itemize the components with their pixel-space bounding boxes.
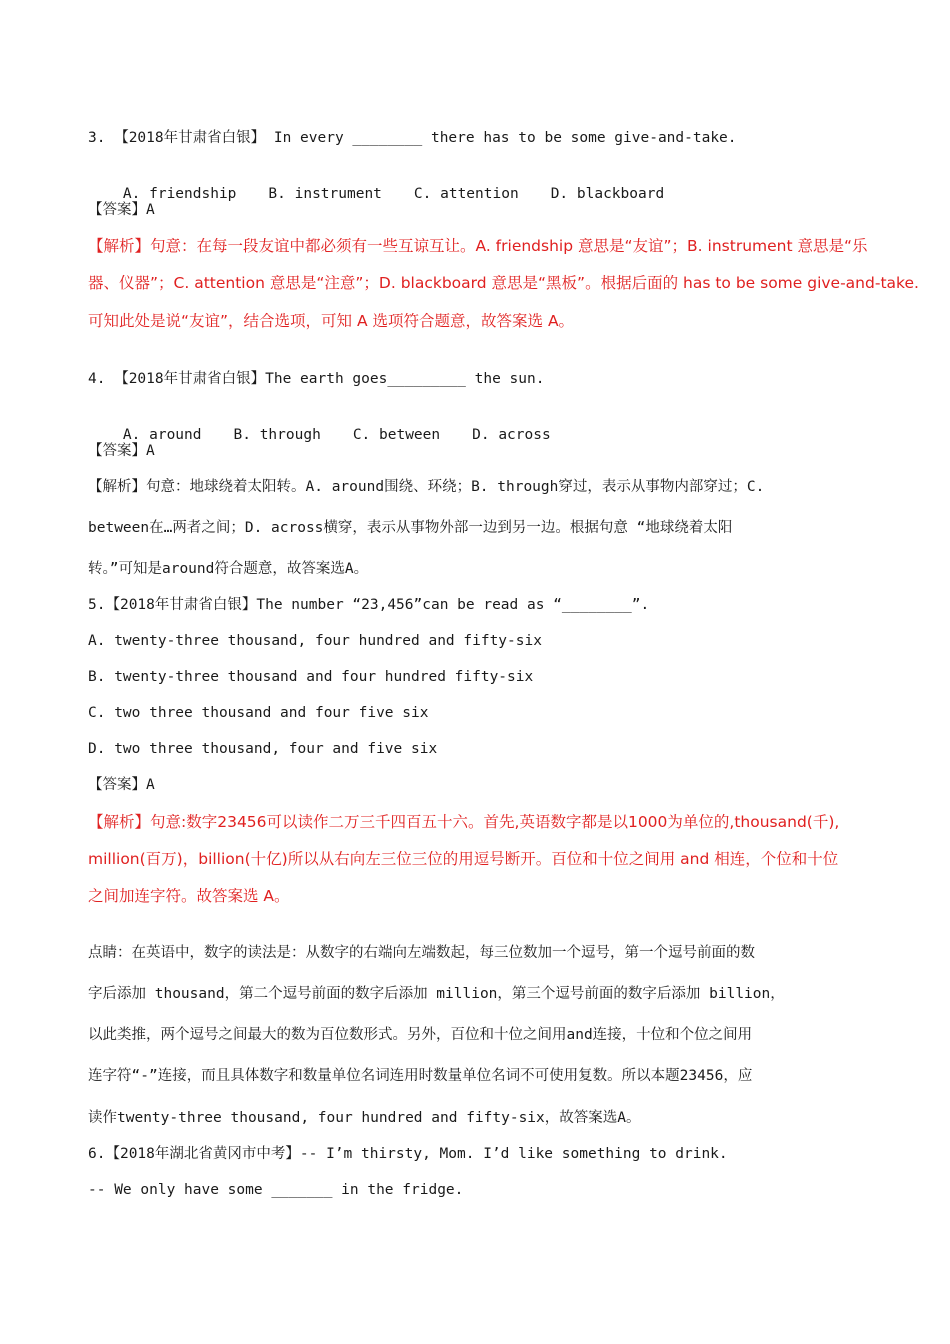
q5-analysis-line-1: 【解析】句意:数字23456可以读作二万三千四百五十六。首先,英语数字都是以1000为单位的,thousand(千), — [88, 813, 840, 831]
q4-option-b: B. through — [233, 427, 321, 443]
q5-note-line-5: 读作twenty-three thousand, four hundred and fifty-six，故答案选A。 — [88, 1110, 641, 1126]
q3-options — [88, 164, 664, 224]
q5-stem: 5.【2018年甘肃省白银】The number “23,456”can be read as “________”. — [88, 597, 650, 613]
q4-analysis-line-2: between在…两者之间；D. across横穿，表示从事物外部一边到另一边。根据句意 “地球绕着太阳 — [88, 520, 733, 536]
q5-note-line-3: 以此类推，两个逗号之间最大的数为百位数形式。另外，百位和十位之间用and连接，十位和个位之间用 — [88, 1027, 753, 1043]
q3-stem: 3. 【2018年甘肃省白银】 In every ________ there has to be some give-and-take. — [88, 130, 737, 146]
q4-options — [88, 405, 551, 465]
q5-option-d: D. two three thousand, four and five six — [88, 741, 438, 757]
q4-analysis-line-3: 转。”可知是around符合题意，故答案选A。 — [88, 561, 369, 577]
q5-note-line-1: 点睛：在英语中，数字的读法是：从数字的右端向左端数起，每三位数加一个逗号，第一个逗号前面的数 — [88, 945, 755, 961]
q4-option-c: C. between — [352, 427, 441, 443]
q5-answer: 【答案】A — [88, 777, 155, 793]
q3-option-a: A. friendship — [122, 186, 237, 202]
q4-option-d: D. across — [472, 427, 551, 443]
q5-option-b: B. twenty-three thousand and four hundred fifty-six — [88, 669, 534, 685]
q3-answer: 【答案】A — [88, 202, 155, 218]
q5-option-c: C. two three thousand and four five six — [88, 705, 429, 721]
q6-line-2: -- We only have some _______ in the fridge. — [88, 1182, 464, 1198]
q5-note-line-4: 连字符“-”连接，而且具体数字和数量单位名词连用时数量单位名词不可使用复数。所以本题23456，应 — [88, 1068, 753, 1084]
q3-option-c: C. attention — [413, 186, 519, 202]
q3-option-d: D. blackboard — [550, 186, 665, 202]
q4-option-a: A. around — [122, 427, 202, 443]
q4-stem: 4. 【2018年甘肃省白银】The earth goes_________ the sun. — [88, 371, 545, 387]
q3-analysis-line-1: 【解析】句意：在每一段友谊中都必须有一些互谅互让。A. friendship 意思是“友谊”；B. instrument 意思是“乐 — [88, 237, 868, 255]
q3-analysis-line-2: 器、仪器”；C. attention 意思是“注意”；D. blackboard 意思是“黑板”。根据后面的 has to be some give-and-take. — [88, 274, 919, 292]
q5-note-line-2: 字后添加 thousand，第二个逗号前面的数字后添加 million，第三个逗号前面的数字后添加 billion， — [88, 986, 785, 1002]
q5-analysis-line-3: 之间加连字符。故答案选 A。 — [88, 887, 290, 905]
q4-analysis-line-1: 【解析】句意：地球绕着太阳转。A. around围绕、环绕；B. through穿过，表示从事物内部穿过；C. — [88, 479, 765, 495]
q5-analysis-line-2: million(百万)，billion(十亿)所以从右向左三位三位的用逗号断开。百位和十位之间用 and 相连，个位和十位 — [88, 850, 839, 868]
q5-option-a: A. twenty-three thousand, four hundred and fifty-six — [88, 633, 542, 649]
q4-answer: 【答案】A — [88, 443, 155, 459]
q6-stem: 6.【2018年湖北省黄冈市中考】-- I’m thirsty, Mom. I’d like something to drink. — [88, 1146, 728, 1162]
q3-option-b: B. instrument — [268, 186, 382, 202]
q3-analysis-line-3: 可知此处是说“友谊”，结合选项，可知 A 选项符合题意，故答案选 A。 — [88, 312, 575, 330]
